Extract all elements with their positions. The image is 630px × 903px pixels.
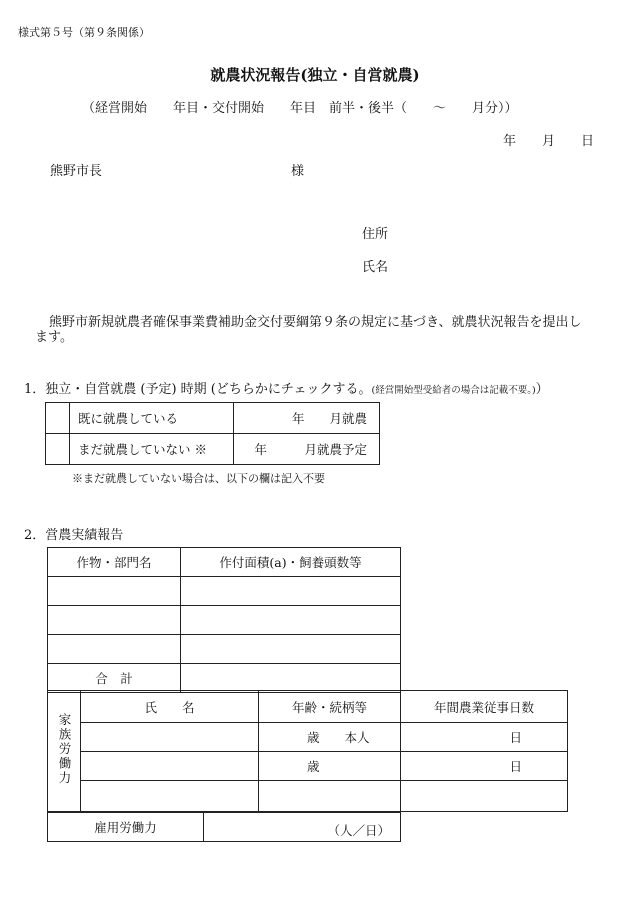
family-days-cell[interactable] <box>401 781 568 812</box>
addressee: 熊野市長 <box>50 164 103 179</box>
family-age-cell[interactable] <box>259 781 401 812</box>
crop-cell[interactable] <box>48 577 181 606</box>
days-header: 年間農業従事日数 <box>401 691 568 723</box>
family-labor-label: 家族労働力 <box>48 691 81 812</box>
form-number: 様式第５号（第９条関係） <box>18 26 150 39</box>
body-text-line1: 熊野市新規就農者確保事業費補助金交付要綱第９条の規定に基づき、就農状況報告を提出し <box>49 315 582 330</box>
section1-heading: 1．独立・自営就農 (予定) 時期 (どちらかにチェックする。(経営開始型受給者の場合は記載不要。)） <box>24 382 549 397</box>
name-header: 氏 名 <box>81 691 259 723</box>
hired-labor-value[interactable]: （人／日） <box>204 813 401 842</box>
family-age-cell[interactable]: 歳 本人 <box>259 723 401 752</box>
crop-header: 作物・部門名 <box>48 548 181 577</box>
family-name-cell[interactable] <box>81 723 259 752</box>
address-label: 住所 <box>362 227 389 242</box>
start-period-table <box>45 402 380 465</box>
addressee-honorific: 様 <box>291 164 305 179</box>
check-box-not-yet[interactable] <box>46 434 70 465</box>
area-cell[interactable] <box>181 635 401 664</box>
page-title: 就農状況報告(独立・自営就農) <box>210 66 420 84</box>
already-farming-date[interactable]: 年 月就農 <box>234 403 380 434</box>
planned-farming-date[interactable]: 年 月就農予定 <box>234 434 380 465</box>
check-box-already[interactable] <box>46 403 70 434</box>
period-line: （経営開始 年目・交付開始 年目 前半・後半（ ～ 月分）） <box>82 101 518 116</box>
family-age-cell[interactable]: 歳 <box>259 752 401 781</box>
name-label: 氏名 <box>362 260 389 275</box>
not-yet-farming-label: まだ就農していない ※ <box>70 434 234 465</box>
already-farming-label: 既に就農している <box>70 403 234 434</box>
date-line: 年 月 日 <box>503 134 595 149</box>
family-labor-table <box>47 690 568 812</box>
hired-labor-table <box>47 812 401 842</box>
family-name-cell[interactable] <box>81 781 259 812</box>
total-cell[interactable] <box>181 664 401 693</box>
family-days-cell[interactable]: 日 <box>401 752 568 781</box>
crop-cell[interactable] <box>48 635 181 664</box>
area-cell[interactable] <box>181 606 401 635</box>
section2-heading: 2．営農実績報告 <box>24 528 124 543</box>
total-label: 合 計 <box>48 664 181 693</box>
area-cell[interactable] <box>181 577 401 606</box>
age-header: 年齢・続柄等 <box>259 691 401 723</box>
crop-table <box>47 547 401 693</box>
section1-note: ※まだ就農していない場合は、以下の欄は記入不要 <box>72 472 325 485</box>
hired-labor-label: 雇用労働力 <box>48 813 204 842</box>
body-text-line2: ます。 <box>35 330 73 345</box>
family-name-cell[interactable] <box>81 752 259 781</box>
family-days-cell[interactable]: 日 <box>401 723 568 752</box>
crop-cell[interactable] <box>48 606 181 635</box>
area-header: 作付面積(a)・飼養頭数等 <box>181 548 401 577</box>
